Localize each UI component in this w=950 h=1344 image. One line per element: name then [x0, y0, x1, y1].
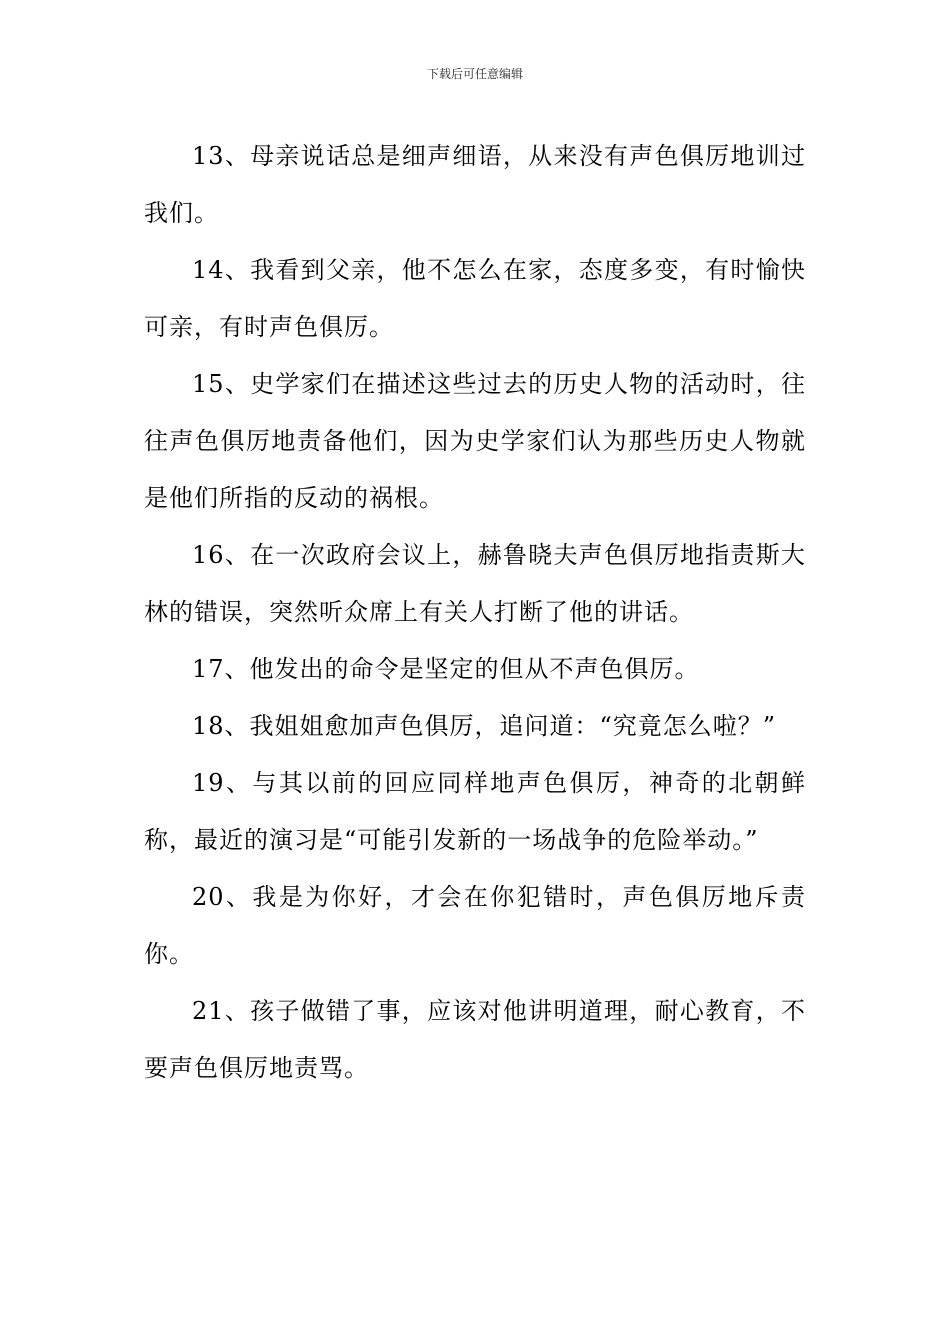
page-header: 下载后可任意编辑 — [426, 67, 523, 81]
paragraph-18: 18、我姐姐愈加声色俱厉，追问道：“究竟怎么啦？” — [192, 712, 777, 740]
paragraph-20: 20、我是为你好，才会在你犯错时，声色俱厉地斥责你。 — [144, 883, 806, 968]
paragraph-16: 16、在一次政府会议上，赫鲁晓夫声色俱厉地指责斯大林的错误，突然听众席上有关人打断了他的讲话。 — [144, 541, 806, 626]
document-body — [144, 128, 806, 1097]
paragraph-15: 15、史学家们在描述这些过去的历史人物的活动时，往往声色俱厉地责备他们，因为史学家们认为那些历史人物就是他们所指的反动的祸根。 — [144, 370, 806, 512]
paragraph-13: 13、母亲说话总是细声细语，从来没有声色俱厉地训过我们。 — [144, 142, 806, 227]
paragraph-21: 21、孩子做错了事，应该对他讲明道理，耐心教育，不要声色俱厉地责骂。 — [144, 997, 806, 1082]
paragraph-14: 14、我看到父亲，他不怎么在家，态度多变，有时愉快可亲，有时声色俱厉。 — [144, 256, 806, 341]
paragraph-17: 17、他发出的命令是坚定的但从不声色俱厉。 — [192, 655, 700, 683]
paragraph-19: 19、与其以前的回应同样地声色俱厉，神奇的北朝鲜称，最近的演习是“可能引发新的一场战争的危险举动。” — [144, 769, 806, 854]
